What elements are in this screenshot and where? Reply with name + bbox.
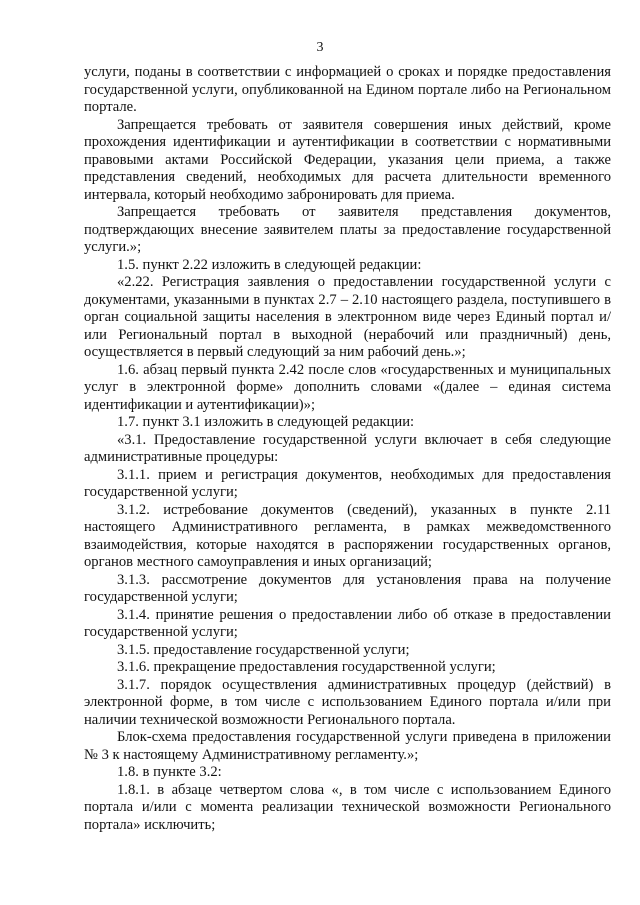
paragraph: 3.1.5. предоставление государственной услуги; [117,641,410,658]
paragraph: «2.22. Регистрация заявления о предоставлении государственной услуги с документами, указанными в пунктах 2.7 – 2.10 настоящего раздела, поступившего в орган социальной защиты населения в электронном виде через Единый портал и/или Региональный портал в выходной (нерабочий или праздничный) день, осуществляется в первый следующий за ним рабочий день.»; [84,274,611,360]
paragraph: 3.1.4. принятие решения о предоставлении либо об отказе в предоставлении государственной услуги; [84,606,611,640]
paragraph: 1.6. абзац первый пункта 2.42 после слов «государственных и муниципальных услуг в электронной форме» дополнить словами «(далее – единая система идентификации и аутентификации)»; [84,361,611,413]
paragraph: 1.5. пункт 2.22 изложить в следующей редакции: [117,256,422,273]
paragraph: 3.1.6. прекращение предоставления государственной услуги; [117,659,496,675]
paragraph: Запрещается требовать от заявителя представления документов, подтверждающих внесение заявителем платы за предоставление государственной услуги.»; [84,204,611,255]
paragraph: 1.7. пункт 3.1 изложить в следующей редакции: [117,414,415,430]
paragraph: 3.1.7. порядок осуществления административных процедур (действий) в электронной форме, в том числе с использованием Единого портала и/или при наличии технической возможности Регионального портала. [84,676,611,728]
paragraph: 3.1.2. истребование документов (сведений), указанных в пункте 2.11 настоящего Административного регламента, в рамках межведомственного взаимодействия, которые находятся в распоряжении государственных органов, органов местного самоуправления и иных организаций; [84,501,611,570]
document-body [84,64,611,834]
paragraph: 1.8. в пункте 3.2: [117,764,222,780]
paragraph: Запрещается требовать от заявителя совершения иных действий, кроме прохождения идентификации и аутентификации в соответствии с нормативными правовыми актами Российской Федерации, указания цели приема, а также представления сведений, необходимых для расчета длительности временного интервала, который необходимо забронировать для приема. [84,116,611,203]
paragraph: 1.8.1. в абзаце четвертом слова «, в том числе с использованием Единого портала и/или с момента реализации технической возможности Регионального портала» исключить; [84,781,611,833]
paragraph: 3.1.3. рассмотрение документов для установления права на получение государственной услуги; [84,571,611,605]
paragraph: услуги, поданы в соответствии с информацией о сроках и порядке предоставления государственной услуги, опубликованной на Едином портале либо на Региональном портале. [84,64,611,115]
paragraph: Блок-схема предоставления государственной услуги приведена в приложении № 3 к настоящему Административному регламенту.»; [84,729,611,763]
page-number: 3 [316,40,324,55]
paragraph: 3.1.1. прием и регистрация документов, необходимых для предоставления государственной услуги; [84,466,611,500]
paragraph: «3.1. Предоставление государственной услуги включает в себя следующие административные процедуры: [84,431,611,465]
